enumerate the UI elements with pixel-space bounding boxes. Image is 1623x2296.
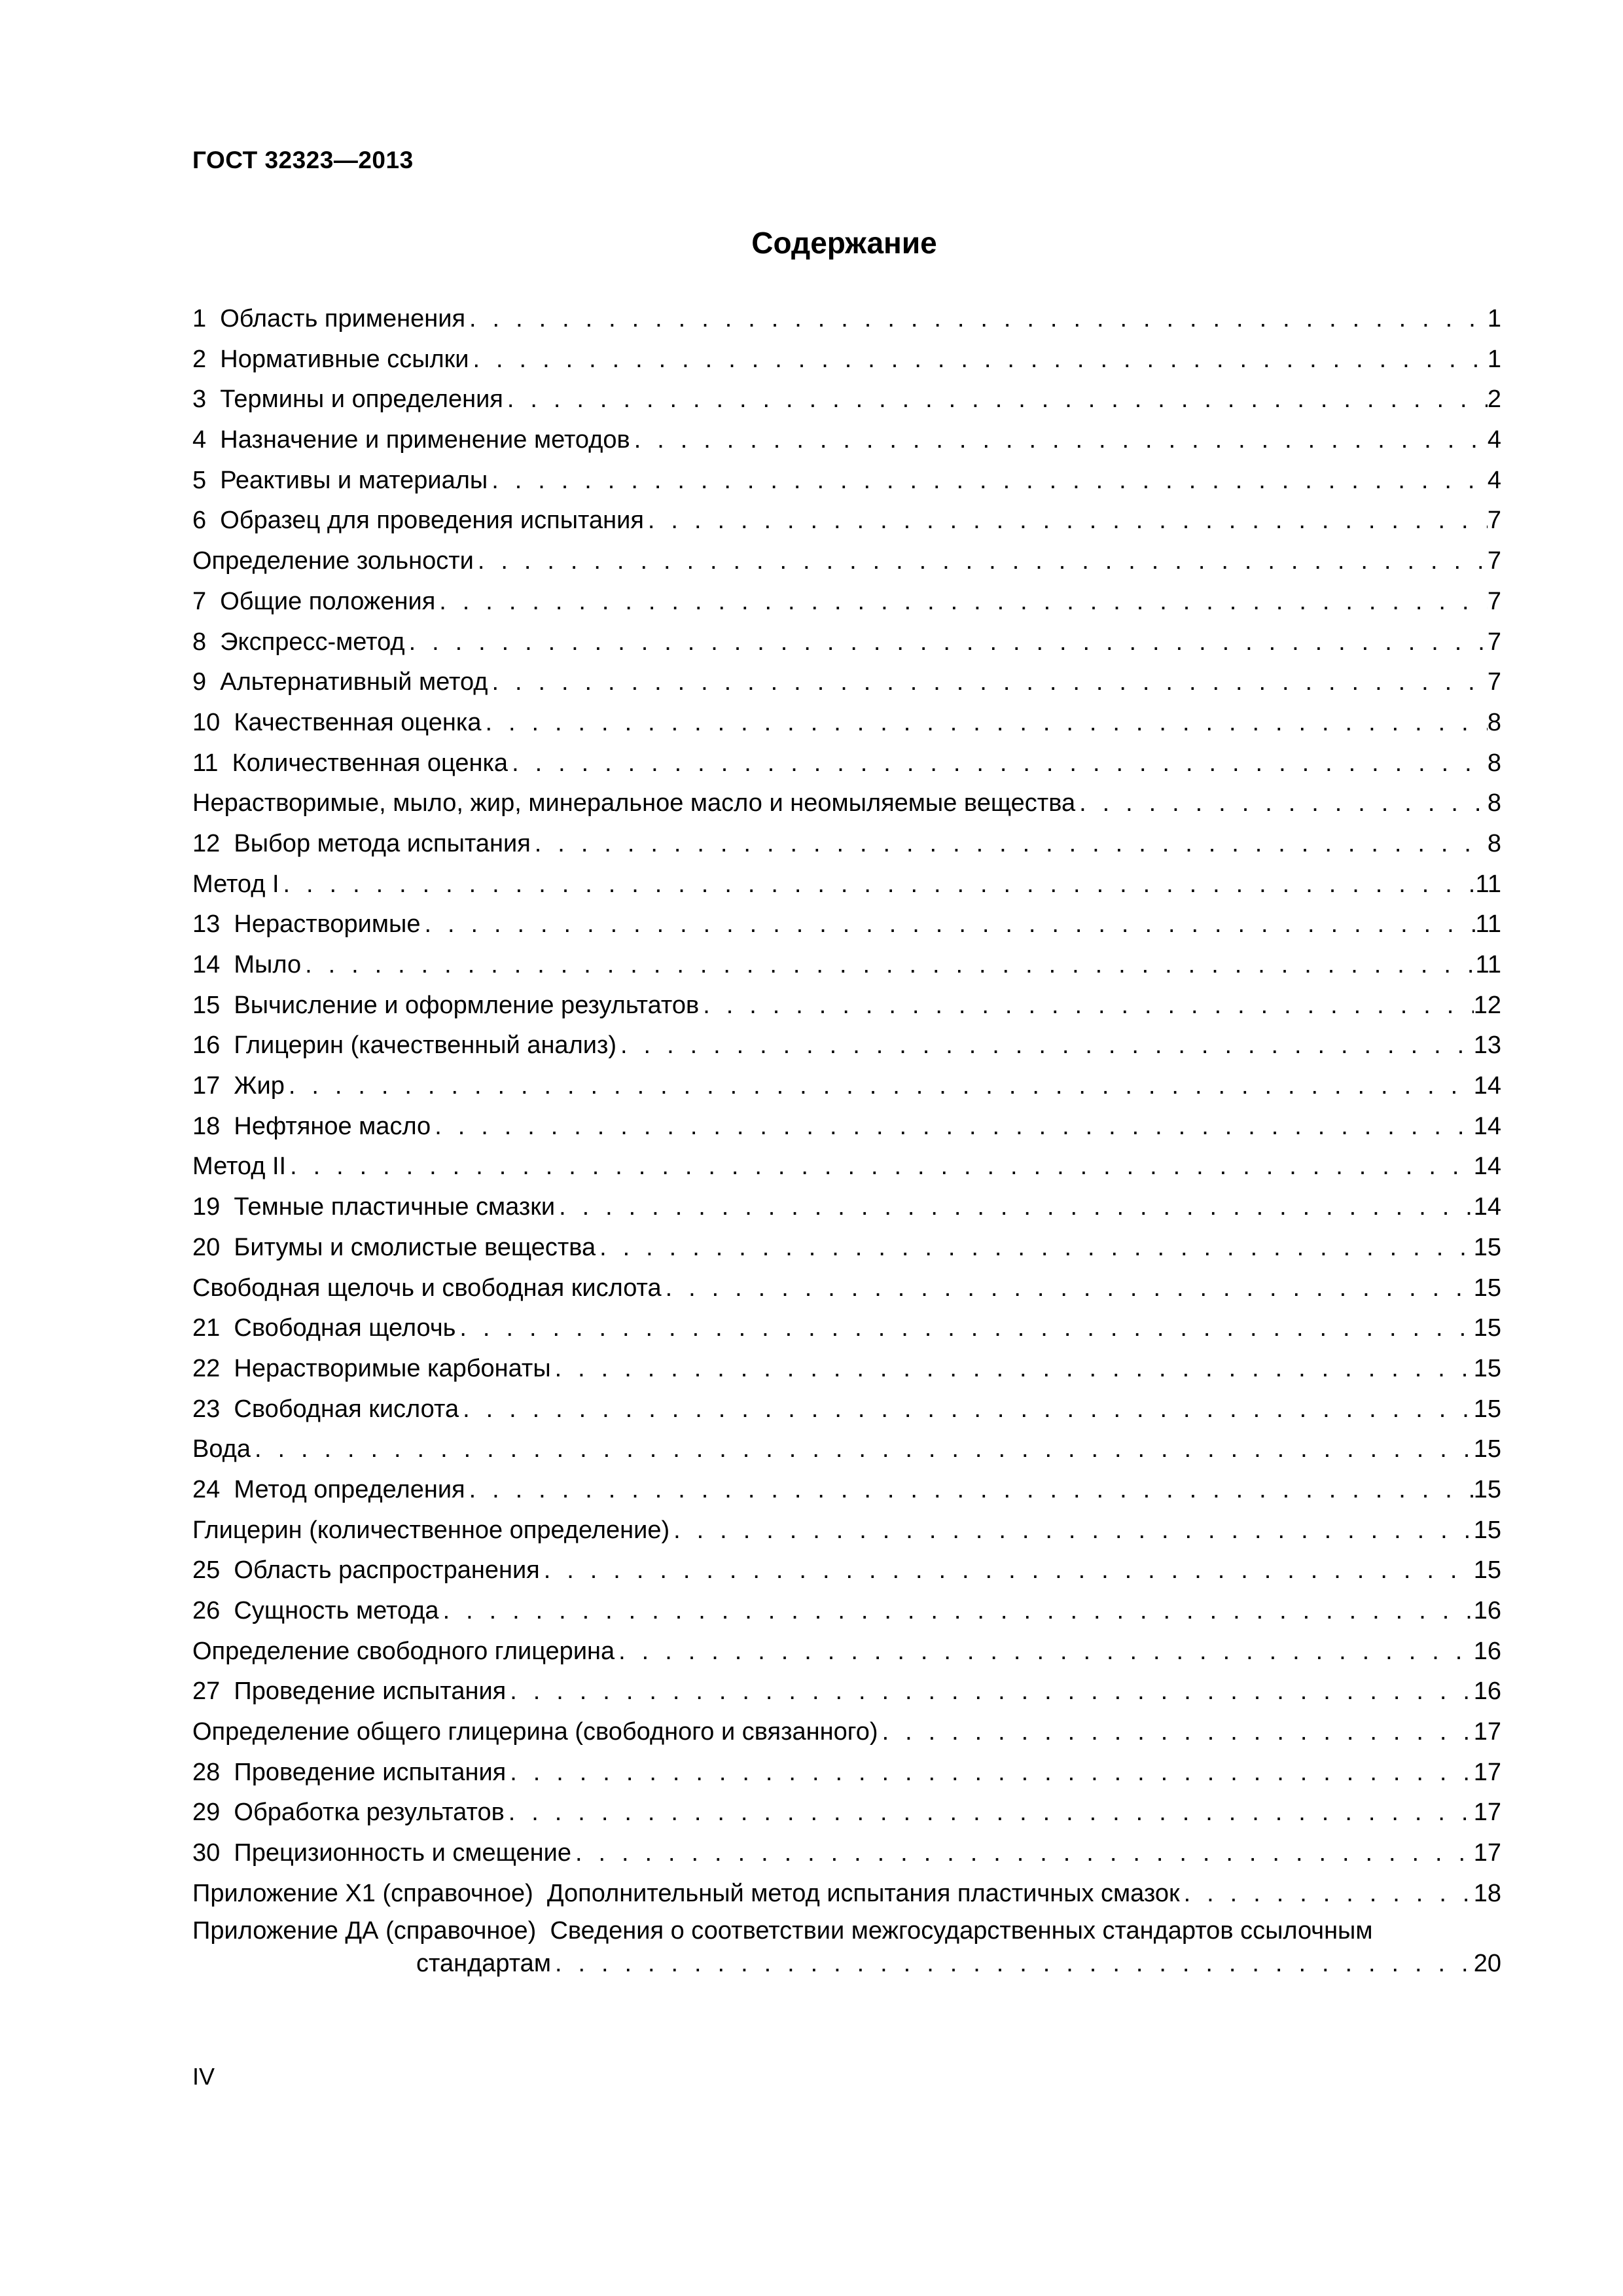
toc-entry-label: 17 Жир [192,1072,285,1100]
toc-entry-label: 11 Количественная оценка [192,749,508,777]
toc-leader-dots [505,1793,1474,1833]
toc-entry [192,1793,1501,1833]
toc-leader-dots [644,501,1488,541]
toc-entry [192,1551,1501,1591]
toc-entry-page: 17 [1473,1758,1501,1786]
toc-entry-label: 25 Область распространения [192,1556,540,1585]
toc-leader-dots [540,1551,1474,1591]
toc-entry [192,541,1501,582]
toc-entry-page: 18 [1473,1879,1501,1907]
toc-entry [192,662,1501,703]
toc-entry [192,824,1501,865]
toc-leader-dots [630,420,1488,461]
toc-entry-label: 12 Выбор метода испытания [192,829,531,857]
toc-leader-dots [405,622,1488,663]
toc-entry-label: 14 Мыло [192,951,302,978]
toc-leader-dots [301,945,1475,986]
toc-entry-label: 27 Проведение испытания [192,1677,507,1706]
toc-entry-page: 15 [1473,1475,1501,1503]
toc-entry-label: 30 Прецизионность и смещение [192,1839,571,1867]
toc-leader-dots [616,1026,1474,1066]
toc-leader-dots [488,461,1488,501]
toc-entry [192,1874,1501,1914]
toc-leader-dots [669,1511,1474,1551]
toc-entry [192,1107,1501,1147]
toc-entry-page: 7 [1487,587,1501,615]
toc-leader-dots [699,986,1473,1026]
toc-entry-page: 7 [1487,507,1501,535]
toc-leader-dots [1075,783,1488,824]
toc-entry-page: 1 [1487,305,1501,332]
toc-entry-page: 2 [1487,386,1501,414]
toc-entry [192,1591,1501,1632]
toc-entry [192,1833,1501,1874]
toc-entry [192,945,1501,986]
toc-entry-page: 7 [1487,668,1501,696]
toc-entry-page: 8 [1487,708,1501,736]
toc-entry [192,1753,1501,1793]
toc-entry-page: 15 [1473,1556,1501,1585]
toc-entry [192,420,1501,461]
toc-leader-dots [662,1268,1474,1309]
toc-leader-dots [555,1187,1474,1228]
toc-entry-label: Приложение Х1 (справочное) Дополнительный метод испытания пластичных смазок [192,1879,1180,1907]
toc-entry [192,1511,1501,1551]
toc-entry-page: 1 [1487,345,1501,373]
toc-entry [192,703,1501,744]
toc-entry-label: Метод I [192,870,279,898]
toc-entry-label: Свободная щелочь и свободная кислота [192,1274,662,1302]
toc-entry-page: 17 [1473,1799,1501,1827]
toc-entry-page: 13 [1473,1031,1501,1060]
toc-entry [192,340,1501,380]
toc-entry-page: 14 [1473,1072,1501,1100]
toc-entry-page: 15 [1473,1274,1501,1302]
toc-entry-page: 17 [1473,1718,1501,1746]
toc-leader-dots [420,905,1475,945]
toc-entry-page: 4 [1487,466,1501,494]
toc-leader-dots [465,1470,1474,1511]
toc-entry-page: 16 [1473,1637,1501,1665]
toc-entry-label: Нерастворимые, мыло, жир, минеральное масло и неомыляемые вещества [192,789,1076,817]
toc-entry [192,501,1501,541]
toc-entry [192,865,1501,905]
toc-entry-label: 22 Нерастворимые карбонаты [192,1354,551,1382]
page-number: IV [192,2063,215,2090]
document-code: ГОСТ 32323—2013 [192,147,414,173]
toc-entry-label: 20 Битумы и смолистые вещества [192,1233,596,1261]
toc-entry-label: 5 Реактивы и материалы [192,466,488,494]
toc-leader-dots [506,1753,1473,1793]
toc-entry [192,905,1501,945]
toc-leader-dots [431,1107,1474,1147]
toc-entry-label: 15 Вычисление и оформление результатов [192,991,700,1019]
toc-leader-dots [459,1390,1474,1430]
toc-leader-dots [279,865,1476,905]
toc-entry-label: Метод II [192,1153,287,1181]
toc-entry-page: 11 [1475,951,1501,978]
toc-leader-dots [251,1429,1474,1470]
toc-leader-dots [439,1591,1474,1632]
toc-entry-label: 1 Область применения [192,305,466,332]
toc-entry-page: 14 [1473,1193,1501,1221]
toc-entry-label: 16 Глицерин (качественный анализ) [192,1031,617,1060]
toc-entry-label: Определение свободного глицерина [192,1637,615,1665]
toc-entry-label: 3 Термины и определения [192,386,503,414]
toc-entry-label-continued: стандартам [416,1949,551,1977]
toc-entry-label: Приложение ДА (справочное) Сведения о соответствии межгосударственных стандартов ссылочным [192,1916,1373,1945]
toc-entry-page: 14 [1473,1153,1501,1181]
toc-leader-dots [455,1308,1473,1349]
toc-entry-label: Определение общего глицерина (свободного и связанного) [192,1718,878,1746]
toc-entry-page: 14 [1473,1112,1501,1140]
toc-entry [192,1712,1501,1753]
toc-entry-page: 15 [1473,1354,1501,1382]
toc-leader-dots [551,1349,1474,1390]
toc-entry [192,1632,1501,1672]
toc-leader-dots [571,1833,1474,1874]
toc-leader-dots [531,824,1488,865]
toc-entry-label: 28 Проведение испытания [192,1758,507,1786]
toc-entry-label: 13 Нерастворимые [192,910,421,939]
toc-entry [192,1026,1501,1066]
toc-entry-label: 10 Качественная оценка [192,708,482,736]
toc-entry [192,582,1501,622]
toc-entry [192,986,1501,1026]
toc-entry [192,380,1501,420]
toc-entry-label: 26 Сущность метода [192,1597,439,1624]
toc-leader-dots [551,1947,1474,1980]
toc-entry-page: 8 [1487,749,1501,777]
toc-entry [192,783,1501,824]
toc-entry-page: 16 [1473,1597,1501,1624]
toc-entry-page: 7 [1487,547,1501,575]
toc-leader-dots [286,1147,1474,1187]
toc-entry [192,744,1501,784]
toc-entry-label: 19 Темные пластичные смазки [192,1193,556,1221]
toc-entry-page: 4 [1487,426,1501,454]
toc-leader-dots [474,541,1488,582]
toc-entry [192,1066,1501,1107]
toc-entry [192,1470,1501,1511]
table-of-contents [192,299,1501,1980]
toc-entry-page: 17 [1473,1839,1501,1867]
toc-entry-page: 11 [1475,870,1501,898]
toc-entry-label: Глицерин (количественное определение) [192,1516,670,1544]
toc-entry-page: 8 [1487,829,1501,857]
toc-leader-dots [469,340,1488,380]
toc-entry-label: 21 Свободная щелочь [192,1314,456,1342]
toc-entry [192,299,1501,340]
toc-entry-label: 29 Обработка результатов [192,1799,505,1827]
toc-entry-label: 7 Общие положения [192,587,436,615]
toc-entry [192,1268,1501,1309]
toc-entry-page: 15 [1473,1516,1501,1544]
toc-leader-dots [506,1672,1473,1712]
toc-entry-label: 6 Образец для проведения испытания [192,507,644,535]
toc-entry [192,461,1501,501]
toc-entry [192,1147,1501,1187]
toc-leader-dots [615,1632,1474,1672]
toc-entry [192,1349,1501,1390]
toc-entry [192,1228,1501,1268]
toc-entry-appendix-da [192,1914,1501,1980]
toc-entry-page: 15 [1473,1435,1501,1463]
toc-entry-label: 9 Альтернативный метод [192,668,488,696]
toc-leader-dots [481,703,1487,744]
toc-leader-dots [285,1066,1474,1107]
toc-entry-label: Определение зольности [192,547,474,575]
toc-leader-dots [488,662,1487,703]
toc-entry-label: Вода [192,1435,251,1463]
toc-entry [192,1429,1501,1470]
toc-entry-page: 16 [1473,1677,1501,1706]
toc-entry-label: 24 Метод определения [192,1475,465,1503]
toc-entry-page: 15 [1473,1395,1501,1423]
toc-entry-page: 15 [1473,1314,1501,1342]
toc-entry-page: 15 [1473,1233,1501,1261]
toc-leader-dots [508,744,1488,784]
toc-entry-label: 2 Нормативные ссылки [192,345,469,373]
toc-leader-dots [465,299,1488,340]
toc-entry-page: 12 [1473,991,1501,1019]
toc-entry-label: 4 Назначение и применение методов [192,426,630,454]
toc-entry-page: 11 [1475,910,1501,939]
toc-entry [192,622,1501,663]
toc-entry-label: 18 Нефтяное масло [192,1112,431,1140]
toc-title: Содержание [751,226,937,260]
toc-entry [192,1187,1501,1228]
toc-entry-label: 23 Свободная кислота [192,1395,459,1423]
toc-leader-dots [878,1712,1474,1753]
toc-entry-page: 8 [1487,789,1501,817]
toc-entry-page: 7 [1487,628,1501,656]
toc-entry-label: 8 Экспресс-метод [192,628,405,656]
toc-entry [192,1390,1501,1430]
toc-entry [192,1308,1501,1349]
toc-leader-dots [435,582,1488,622]
toc-leader-dots [1180,1874,1474,1914]
toc-leader-dots [503,380,1488,420]
toc-entry [192,1672,1501,1712]
toc-leader-dots [596,1228,1474,1268]
toc-entry-page: 20 [1473,1949,1501,1977]
